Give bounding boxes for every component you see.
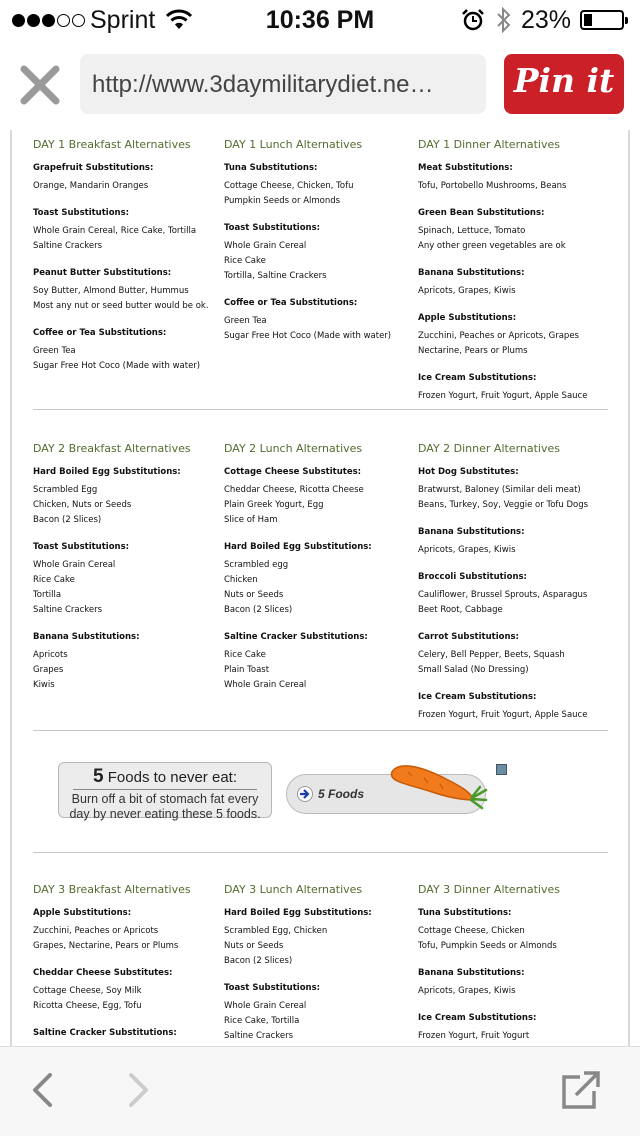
substitution-item: Whole Grain Cereal, Rice Cake, Tortilla xyxy=(33,226,197,236)
status-bar xyxy=(0,0,640,40)
column-heading: DAY 2 Lunch Alternatives xyxy=(224,442,363,455)
substitution-title: Broccoli Substitutions: xyxy=(418,572,527,582)
substitution-item: Sugar Free Hot Coco (Made with water) xyxy=(33,361,201,371)
substitution-group xyxy=(418,208,608,254)
substitution-title: Toast Substitutions: xyxy=(33,208,130,218)
substitution-item: Cottage Cheese, Chicken xyxy=(418,926,525,936)
substitution-item: Zucchini, Peaches or Apricots xyxy=(33,926,159,936)
substitution-item: Pumpkin Seeds or Almonds xyxy=(224,196,341,206)
ad-banner[interactable] xyxy=(58,762,488,824)
substitution-item: Frozen Yogurt, Fruit Yogurt, Apple Sauce xyxy=(418,391,588,401)
substitution-item: Rice Cake xyxy=(33,575,75,585)
substitution-item: Apricots, Grapes, Kiwis xyxy=(418,286,516,296)
substitution-group xyxy=(418,373,608,404)
substitution-title: Green Bean Substitutions: xyxy=(418,208,545,218)
day2-lunch-column xyxy=(224,442,414,707)
webpage-content xyxy=(10,130,630,1046)
substitution-item: Saltine Crackers xyxy=(33,605,103,615)
substitution-group xyxy=(418,467,608,513)
substitution-group xyxy=(224,983,414,1044)
substitution-item: Whole Grain Cereal xyxy=(33,560,116,570)
substitution-group xyxy=(224,467,414,528)
substitution-item: Plain Toast xyxy=(224,665,270,675)
substitution-item: Cottage Cheese, Chicken, Tofu xyxy=(224,181,354,191)
substitution-item: Scrambled egg xyxy=(224,560,289,570)
clock: 10:36 PM xyxy=(265,6,375,34)
ad-text-box xyxy=(58,762,272,821)
substitution-title: Coffee or Tea Substitutions: xyxy=(33,328,167,338)
substitution-item: Bratwurst, Baloney (Similar deli meat) xyxy=(418,485,581,495)
substitution-item: Cheddar Cheese, Ricotta Cheese xyxy=(224,485,364,495)
substitution-item: Saltine Crackers xyxy=(33,241,103,251)
substitution-item: Bacon (2 Slices) xyxy=(224,605,293,615)
substitution-title: Banana Substitutions: xyxy=(418,527,525,537)
carrier-name: Sprint xyxy=(90,6,156,34)
substitution-item: Spinach, Lettuce, Tomato xyxy=(418,226,526,236)
substitution-group xyxy=(33,268,223,314)
column-heading: DAY 2 Dinner Alternatives xyxy=(418,442,560,455)
substitution-title: Cheddar Cheese Substitutes: xyxy=(33,968,173,978)
substitution-item: Scrambled Egg xyxy=(33,485,98,495)
substitution-group xyxy=(224,542,414,618)
substitution-group xyxy=(418,632,608,678)
substitution-title: Toast Substitutions: xyxy=(224,983,321,993)
substitution-item: Chicken xyxy=(224,575,258,585)
substitution-title: Saltine Cracker Substitutions: xyxy=(33,1028,177,1038)
substitution-group xyxy=(224,908,414,969)
substitution-title: Toast Substitutions: xyxy=(33,542,130,552)
column-heading: DAY 1 Dinner Alternatives xyxy=(418,138,560,151)
substitution-item: Small Salad (No Dressing) xyxy=(418,665,529,675)
substitution-group xyxy=(418,163,608,194)
bluetooth-icon xyxy=(496,7,512,37)
divider xyxy=(33,409,608,410)
day3-dinner-column xyxy=(418,883,608,1073)
substitution-group xyxy=(224,163,414,209)
substitution-item: Rice Cake xyxy=(224,650,266,660)
substitution-item: Frozen Yogurt, Fruit Yogurt, Apple Sauce xyxy=(418,710,588,720)
substitution-item: Any other green vegetables are ok xyxy=(418,241,566,251)
back-arrow-icon[interactable] xyxy=(30,1072,54,1112)
substitution-item: Soy Butter, Almond Butter, Hummus xyxy=(33,286,189,296)
substitution-title: Hard Boiled Egg Substitutions: xyxy=(224,908,372,918)
substitution-item: Kiwis xyxy=(33,680,55,690)
substitution-item: Grapes xyxy=(33,665,64,675)
substitution-group xyxy=(418,692,608,723)
substitution-item: Cottage Cheese, Soy Milk xyxy=(33,986,142,996)
browser-toolbar xyxy=(0,1046,640,1136)
substitution-item: Slice of Ham xyxy=(224,515,278,525)
substitution-item: Sugar Free Hot Coco (Made with water) xyxy=(224,331,392,341)
alarm-clock-icon xyxy=(462,9,484,35)
substitution-item: Whole Grain Cereal xyxy=(224,680,307,690)
substitution-item: Apricots, Grapes, Kiwis xyxy=(418,545,516,555)
substitution-group xyxy=(224,298,414,344)
substitution-item: Apricots, Grapes, Kiwis xyxy=(418,986,516,996)
substitution-title: Banana Substitutions: xyxy=(418,968,525,978)
substitution-group xyxy=(33,542,223,618)
substitution-item: Nectarine, Pears or Plums xyxy=(418,346,528,356)
substitution-title: Hot Dog Substitutes: xyxy=(418,467,519,477)
substitution-title: Tuna Substitutions: xyxy=(418,908,512,918)
day1-dinner-column xyxy=(418,138,608,418)
browser-header xyxy=(0,40,640,130)
substitution-item: Frozen Yogurt, Fruit Yogurt xyxy=(418,1031,530,1041)
substitution-group xyxy=(33,632,223,693)
day3-lunch-column xyxy=(224,883,414,1058)
column-heading: DAY 1 Breakfast Alternatives xyxy=(33,138,191,151)
day2-dinner-column xyxy=(418,442,608,737)
substitution-item: Chicken, Nuts or Seeds xyxy=(33,500,132,510)
substitution-item: Beans, Turkey, Soy, Veggie or Tofu Dogs xyxy=(418,500,589,510)
substitution-item: Nuts or Seeds xyxy=(224,941,284,951)
substitution-title: Toast Substitutions: xyxy=(224,223,321,233)
substitution-item: Whole Grain Cereal xyxy=(224,241,307,251)
substitution-group xyxy=(33,968,223,1014)
substitution-title: Ice Cream Substitutions: xyxy=(418,1013,537,1023)
day2-breakfast-column xyxy=(33,442,223,707)
substitution-item: Tortilla xyxy=(33,590,62,600)
substitution-title: Peanut Butter Substitutions: xyxy=(33,268,172,278)
substitution-group xyxy=(33,163,223,194)
substitution-group xyxy=(418,572,608,618)
substitution-title: Carrot Substitutions: xyxy=(418,632,519,642)
ad-choices-icon[interactable] xyxy=(496,764,507,775)
open-external-icon[interactable] xyxy=(560,1069,602,1115)
url-field[interactable]: http://www.3daymilitarydiet.ne… xyxy=(80,54,486,114)
close-icon[interactable] xyxy=(18,63,62,107)
substitution-title: Ice Cream Substitutions: xyxy=(418,692,537,702)
carrot-icon xyxy=(388,760,488,818)
substitution-group xyxy=(418,268,608,299)
substitution-item: Rice Cake, Tortilla xyxy=(224,1016,300,1026)
day1-breakfast-column xyxy=(33,138,223,388)
substitution-title: Apple Substitutions: xyxy=(418,313,517,323)
substitution-item: Whole Grain Cereal xyxy=(224,1001,307,1011)
substitution-item: Green Tea xyxy=(33,346,76,356)
substitution-group xyxy=(33,208,223,254)
substitution-item: Orange, Mandarin Oranges xyxy=(33,181,149,191)
ad-link[interactable]: 5 Foods xyxy=(297,786,364,802)
substitution-item: Bacon (2 Slices) xyxy=(33,515,102,525)
pin-it-button[interactable]: Pin it xyxy=(504,54,624,114)
substitution-group xyxy=(224,632,414,693)
column-heading: DAY 2 Breakfast Alternatives xyxy=(33,442,191,455)
day3-breakfast-column xyxy=(33,883,223,1073)
substitution-item: Zucchini, Peaches or Apricots, Grapes xyxy=(418,331,579,341)
substitution-group xyxy=(418,968,608,999)
divider xyxy=(33,730,608,731)
substitution-item: Tortilla, Saltine Crackers xyxy=(224,271,327,281)
substitution-item: Plain Greek Yogurt, Egg xyxy=(224,500,324,510)
substitution-group xyxy=(418,313,608,359)
substitution-group xyxy=(224,223,414,284)
substitution-item: Tofu, Pumpkin Seeds or Almonds xyxy=(418,941,557,951)
substitution-item: Grapes, Nectarine, Pears or Plums xyxy=(33,941,179,951)
substitution-title: Tuna Substitutions: xyxy=(224,163,318,173)
ad-line-1: Burn off a bit of stomach fat every xyxy=(71,792,259,806)
ad-line-2: day by never eating these 5 foods. xyxy=(69,807,261,821)
substitution-item: Tofu, Portobello Mushrooms, Beans xyxy=(418,181,567,191)
substitution-group xyxy=(418,527,608,558)
substitution-item: Saltine Crackers xyxy=(224,1031,294,1041)
substitution-item: Beet Root, Cabbage xyxy=(418,605,503,615)
column-heading: DAY 1 Lunch Alternatives xyxy=(224,138,363,151)
substitution-title: Meat Substitutions: xyxy=(418,163,513,173)
substitution-title: Ice Cream Substitutions: xyxy=(418,373,537,383)
substitution-group xyxy=(418,908,608,954)
substitution-title: Hard Boiled Egg Substitutions: xyxy=(33,467,181,477)
substitution-item: Ricotta Cheese, Egg, Tofu xyxy=(33,1001,142,1011)
column-heading: DAY 3 Lunch Alternatives xyxy=(224,883,363,896)
substitution-title: Saltine Cracker Substitutions: xyxy=(224,632,368,642)
substitution-item: Green Tea xyxy=(224,316,267,326)
ad-title: 5 Foods to never eat: xyxy=(93,766,237,787)
forward-arrow-icon[interactable] xyxy=(127,1072,151,1112)
substitution-group xyxy=(33,908,223,954)
substitution-title: Banana Substitutions: xyxy=(418,268,525,278)
substitution-group xyxy=(33,328,223,374)
substitution-title: Grapefruit Substitutions: xyxy=(33,163,154,173)
day1-lunch-column xyxy=(224,138,414,358)
substitution-item: Most any nut or seed butter would be ok. xyxy=(33,301,209,311)
column-heading: DAY 3 Dinner Alternatives xyxy=(418,883,560,896)
battery-icon xyxy=(580,10,624,30)
substitution-item: Cauliflower, Brussel Sprouts, Asparagus xyxy=(418,590,588,600)
arrow-right-icon xyxy=(297,786,313,802)
substitution-item: Celery, Bell Pepper, Beets, Squash xyxy=(418,650,565,660)
substitution-item: Rice Cake xyxy=(224,256,266,266)
substitution-group xyxy=(33,467,223,528)
substitution-title: Coffee or Tea Substitutions: xyxy=(224,298,358,308)
divider xyxy=(33,852,608,853)
substitution-title: Banana Substitutions: xyxy=(33,632,140,642)
substitution-title: Hard Boiled Egg Substitutions: xyxy=(224,542,372,552)
substitution-title: Cottage Cheese Substitutes: xyxy=(224,467,362,477)
column-heading: DAY 3 Breakfast Alternatives xyxy=(33,883,191,896)
battery-percent: 23% xyxy=(521,6,572,34)
substitution-item: Nuts or Seeds xyxy=(224,590,284,600)
substitution-item: Bacon (2 Slices) xyxy=(224,956,293,966)
substitution-title: Apple Substitutions: xyxy=(33,908,132,918)
substitution-item: Scrambled Egg, Chicken xyxy=(224,926,328,936)
substitution-item: Apricots xyxy=(33,650,68,660)
